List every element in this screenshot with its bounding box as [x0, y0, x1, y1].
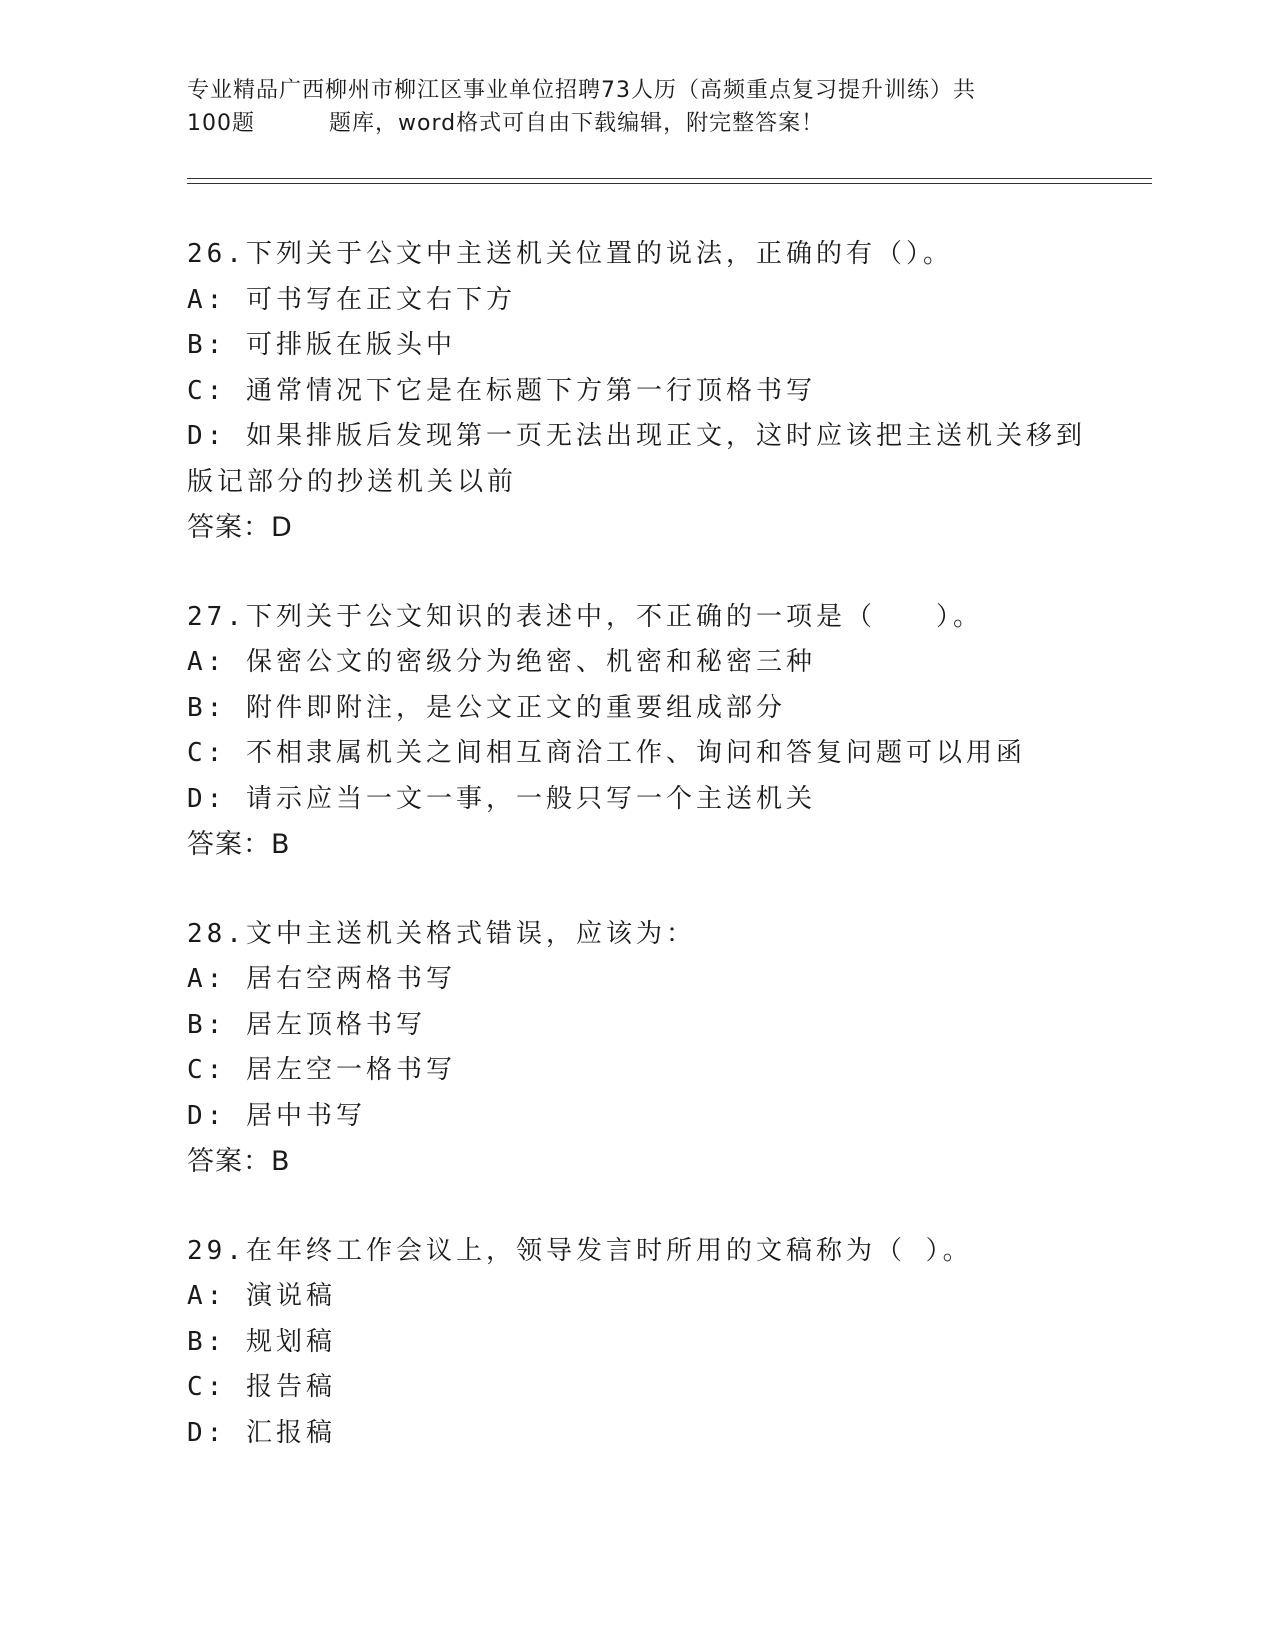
option-c: C: 居左空一格书写 — [187, 1055, 456, 1085]
option-b: B: 规划稿 — [187, 1326, 336, 1357]
document-header — [187, 74, 1087, 140]
option-b: B: 可排版在版头中 — [187, 330, 456, 360]
option-d: D: 居中书写 — [187, 1100, 366, 1131]
option-b: B: 附件即附注，是公文正文的重要组成部分 — [187, 692, 786, 723]
option-c: C: 报告稿 — [187, 1372, 336, 1402]
header-divider-bottom — [187, 183, 1152, 184]
answer-label: 答案：B — [187, 829, 291, 860]
option-d: D: 汇报稿 — [187, 1417, 336, 1448]
option-a: A: 居右空两格书写 — [187, 964, 456, 994]
question-stem: 29.在年终工作会议上，领导发言时所用的文稿称为（ ）。 — [187, 1235, 973, 1266]
header-title-line-1: 专业精品广西柳州市柳江区事业单位招聘73人历（高频重点复习提升训练）共 — [187, 78, 976, 103]
question-stem: 26.下列关于公文中主送机关位置的说法，正确的有（）。 — [187, 239, 953, 269]
option-d: D: 如果排版后发现第一页无法出现正文，这时应该把主送机关移到版记部分的抄送机关以前 — [187, 421, 1086, 497]
question-stem: 27.下列关于公文知识的表述中，不正确的一项是（ ）。 — [187, 601, 983, 632]
question-29 — [187, 1229, 1107, 1457]
answer-label: 答案：D — [187, 512, 293, 543]
question-28 — [187, 912, 1107, 1185]
option-b: B: 居左顶格书写 — [187, 1009, 426, 1040]
option-a: A: 演说稿 — [187, 1281, 336, 1311]
header-question-count: 100题 — [187, 111, 255, 136]
option-a: A: 保密公文的密级分为绝密、机密和秘密三种 — [187, 647, 816, 677]
question-list — [187, 232, 1107, 1500]
question-26 — [187, 232, 1107, 551]
question-27 — [187, 595, 1107, 868]
header-divider-top — [187, 178, 1152, 179]
option-c: C: 不相隶属机关之间相互商洽工作、询问和答复问题可以用函 — [187, 738, 1026, 768]
option-a: A: 可书写在正文右下方 — [187, 284, 516, 315]
answer-label: 答案：B — [187, 1146, 291, 1177]
option-d: D: 请示应当一文一事，一般只写一个主送机关 — [187, 783, 816, 814]
question-stem: 28.文中主送机关格式错误，应该为： — [187, 918, 696, 949]
header-description: 题库，word格式可自由下载编辑，附完整答案！ — [329, 111, 825, 136]
option-c: C: 通常情况下它是在标题下方第一行顶格书写 — [187, 375, 816, 406]
header-title-line-2 — [187, 107, 1087, 140]
